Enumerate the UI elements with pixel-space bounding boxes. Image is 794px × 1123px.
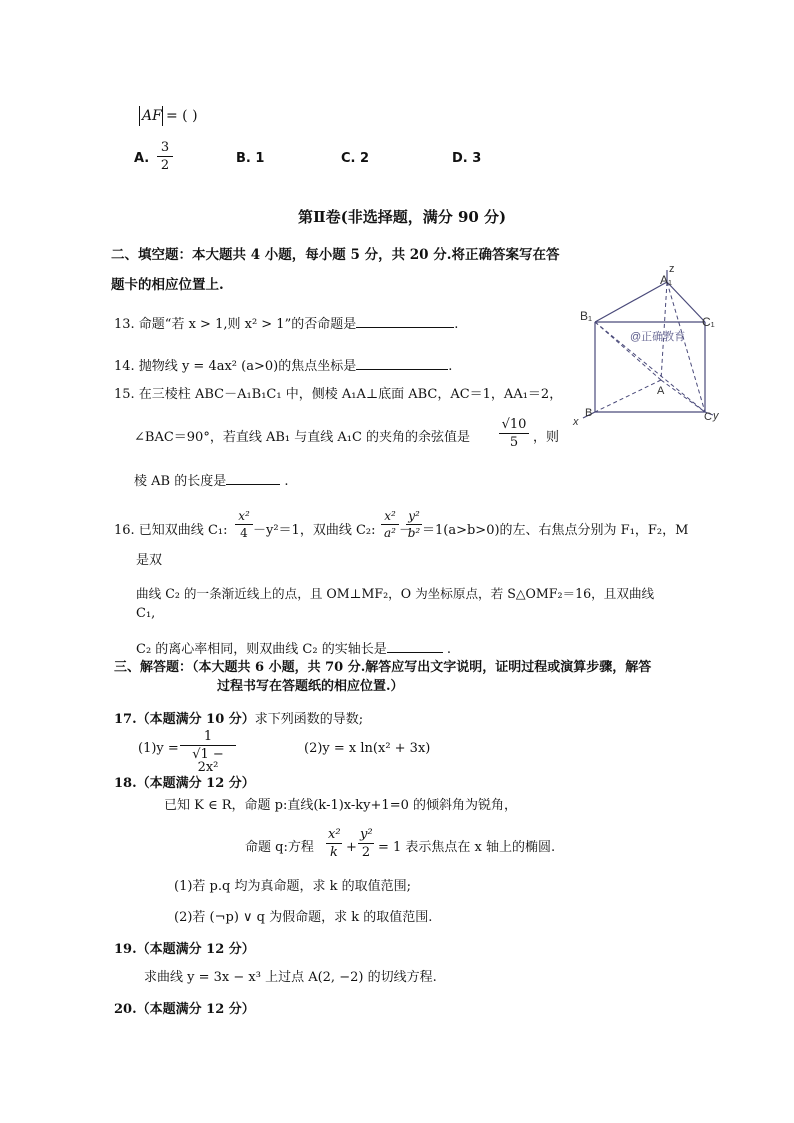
question-15-line3: 棱 AB 的长度是 . (134, 474, 289, 489)
q17-1-fraction (180, 730, 236, 774)
q16-frac-3-num: y² (406, 510, 422, 525)
label-b: B (585, 407, 593, 419)
answer-blank-16 (387, 640, 443, 653)
question-15-line2a: ∠BAC＝90°，若直线 AB₁ 与直线 A₁C 的夹角的余弦值是 (134, 430, 471, 445)
q16-line2: 是双 (136, 553, 163, 568)
prism-figure (570, 260, 730, 425)
q16-line4: C₁, (136, 606, 156, 621)
q16-frac-2 (381, 510, 399, 539)
q16-frac-2-den: a² (384, 526, 396, 540)
option-a-den: 2 (160, 158, 170, 173)
answer-blank-15 (226, 472, 280, 485)
abs-bar-left (139, 106, 140, 126)
q18-line2b: = 1 表示焦点在 x 轴上的椭圆. (378, 840, 556, 855)
label-c: C (704, 411, 712, 423)
solve-heading-1: 三、解答题：（本大题共 6 小题，共 70 分.解答应写出文字说明，证明过程或演算步骤，解答 (114, 660, 652, 675)
question-15-line1: 15. 在三棱柱 ABC－A₁B₁C₁ 中，侧棱 A₁A⊥底面 ABC，AC＝1，AA₁＝2， (114, 387, 563, 402)
q16-frac-1-num: x² (235, 510, 253, 525)
option-a-num: 3 (157, 141, 173, 157)
q18-frac-1-den: k (330, 845, 338, 860)
q16-tail: ＝1(a>b>0)的左、右焦点分别为 F₁，F₂，M (422, 523, 689, 538)
question-17 (114, 713, 363, 726)
option-d: D. 3 (452, 151, 482, 166)
q16-minus: － (399, 523, 413, 538)
label-c1: C₁ (702, 315, 715, 329)
answer-blank-14 (356, 357, 448, 370)
q18-sub1: (1)若 p.q 均为真命题，求 k 的取值范围; (174, 879, 411, 894)
watermark-text: @正确教育 (630, 331, 686, 343)
q18-line2a: 命题 q:方程 (245, 840, 314, 855)
option-a-fraction (157, 141, 173, 172)
q17-1-label: (1)y = (138, 741, 179, 756)
label-y: y (713, 410, 719, 422)
prism-edges (583, 270, 713, 418)
option-a-label: A. (134, 151, 150, 166)
q17-1-den: √1 − 2x² (192, 747, 224, 775)
question-17-text: 求下列函数的导数; (254, 712, 364, 727)
q18-frac-1 (326, 828, 342, 859)
q17-1-num: 1 (180, 730, 236, 746)
label-b1: B₁ (580, 309, 593, 323)
fill-heading-2: 题卡的相应位置上. (111, 277, 224, 293)
abs-expression: AF (142, 108, 162, 124)
hidden-edges (595, 282, 705, 412)
q18-frac-2-den: 2 (361, 845, 371, 860)
question-16-label: 16. 已知双曲线 C₁: (114, 523, 228, 538)
q16-frac-2-num: x² (381, 510, 399, 525)
part2-title: 第Ⅱ卷(非选择题，满分 90 分) (298, 208, 507, 226)
question-19-head: 19.（本题满分 12 分） (114, 942, 255, 957)
label-a: A (657, 385, 665, 397)
q18-frac-1-num: x² (328, 827, 341, 842)
label-x: x (573, 416, 579, 425)
question-14-text: 14. 抛物线 y = 4ax² (a>0)的焦点坐标是 (114, 359, 357, 374)
question-13-text: 13. 命题“若 x > 1,则 x² > 1”的否命题是 (114, 317, 357, 332)
q16-frac-3 (406, 510, 422, 539)
label-z: z (669, 263, 675, 275)
q18-plus: + (346, 840, 357, 855)
q16-mid-1: －y²＝1，双曲线 C₂: (253, 523, 376, 538)
q19-text: 求曲线 y = 3x − x³ 上过点 A(2, −2) 的切线方程. (144, 970, 437, 985)
q18-sub2: (2)若 (¬p) ∨ q 为假命题，求 k 的取值范围. (174, 910, 433, 925)
q16-line5-text: C₂ 的离心率相同，则双曲线 C₂ 的实轴长是 (136, 642, 387, 657)
answer-blank-13 (356, 315, 454, 328)
question-15-line3-text: 棱 AB 的长度是 (134, 474, 227, 489)
label-a1: A₁ (660, 273, 673, 287)
question-15-line2b: ，则 (533, 430, 560, 445)
question-15-fraction (499, 418, 529, 449)
option-c: C. 2 (341, 151, 370, 166)
q16-frac-1-den: 4 (240, 526, 248, 540)
q12-answer-bracket: = ( ) (166, 108, 198, 124)
question-13: 13. 命题“若 x > 1,则 x² > 1”的否命题是 . (114, 317, 459, 332)
option-b: B. 1 (236, 151, 265, 166)
q17-2: (2)y = x ln(x² + 3x) (304, 741, 431, 756)
fill-heading-1: 二、填空题：本大题共 4 小题，每小题 5 分，共 20 分.将正确答案写在答 (111, 247, 560, 263)
question-14: 14. 抛物线 y = 4ax² (a>0)的焦点坐标是 . (114, 359, 453, 374)
q16-frac-3-den: b² (407, 526, 421, 540)
q15-frac-num: √10 (499, 418, 529, 434)
question-18-head: 18.（本题满分 12 分） (114, 776, 255, 791)
q18-line1: 已知 K ∈ R，命题 p:直线(k-1)x-ky+1=0 的倾斜角为锐角， (164, 798, 517, 813)
question-20-head: 20.（本题满分 12 分） (114, 1002, 255, 1017)
q18-frac-2-num: y² (360, 827, 373, 842)
abs-bar-right (162, 106, 163, 126)
solve-heading-2: 过程书写在答题纸的相应位置.） (217, 679, 404, 694)
question-17-head: 17.（本题满分 10 分） (114, 712, 255, 727)
q16-frac-1 (235, 510, 253, 539)
q18-frac-2 (358, 828, 374, 859)
q16-line5: C₂ 的离心率相同，则双曲线 C₂ 的实轴长是 . (136, 642, 451, 657)
q16-line3: 曲线 C₂ 的一条渐近线上的点，且 OM⊥MF₂，O 为坐标原点，若 S△OMF₂＝16，且双曲线 (136, 586, 655, 601)
q15-frac-den: 5 (509, 435, 519, 450)
